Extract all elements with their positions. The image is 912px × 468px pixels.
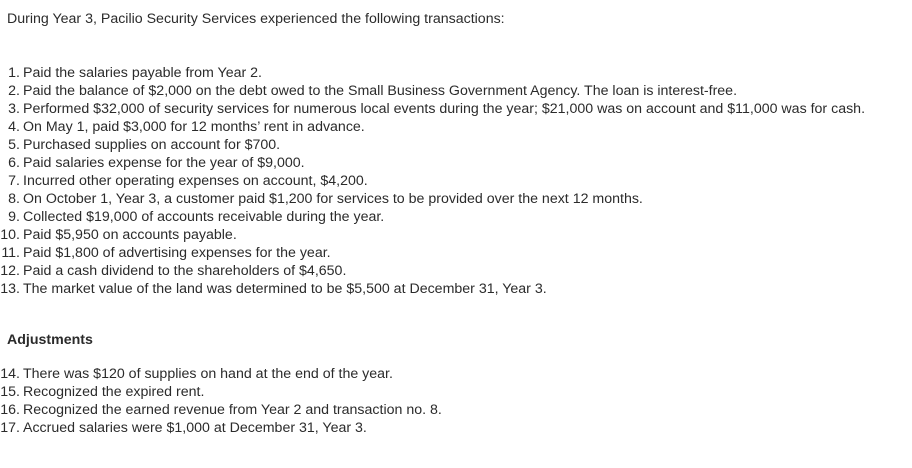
item-number: 5. <box>8 137 20 153</box>
item-text: On May 1, paid $3,000 for 12 months’ rent in advance. <box>23 119 365 135</box>
item-text: Paid the salaries payable from Year 2. <box>23 65 262 81</box>
item-text: Incurred other operating expenses on account, $4,200. <box>23 173 368 189</box>
item-number: 8. <box>8 191 20 207</box>
transactions-list <box>0 64 912 298</box>
item-text: Paid $1,800 of advertising expenses for the year. <box>23 245 331 261</box>
adjustments-heading: Adjustments <box>7 332 93 348</box>
item-number: 7. <box>8 173 20 189</box>
item-number: 14. <box>0 366 20 382</box>
item-number: 10. <box>0 227 20 243</box>
item-text: Paid a cash dividend to the shareholders of $4,650. <box>23 263 347 279</box>
item-text: Paid the balance of $2,000 on the debt owed to the Small Business Government Agency. The loan is interest-free. <box>23 83 738 99</box>
list-item <box>0 401 912 419</box>
adjustments-list <box>0 365 912 437</box>
item-text: Recognized the expired rent. <box>23 384 205 400</box>
item-text: Purchased supplies on account for $700. <box>23 137 281 153</box>
list-item <box>0 383 912 401</box>
list-item <box>0 365 912 383</box>
list-item <box>0 82 912 100</box>
item-number: 16. <box>0 402 20 418</box>
item-text: There was $120 of supplies on hand at the end of the year. <box>23 366 393 382</box>
list-item <box>0 208 912 226</box>
list-item <box>0 136 912 154</box>
list-item <box>0 154 912 172</box>
item-text: Paid $5,950 on accounts payable. <box>23 227 237 243</box>
list-item <box>0 419 912 437</box>
item-number: 13. <box>0 281 20 297</box>
item-text: Collected $19,000 of accounts receivable during the year. <box>23 209 385 225</box>
item-number: 9. <box>8 209 20 225</box>
list-item <box>0 64 912 82</box>
item-number: 2. <box>8 83 20 99</box>
item-number: 4. <box>8 119 20 135</box>
item-number: 15. <box>0 384 20 400</box>
list-item <box>0 244 912 262</box>
item-text: The market value of the land was determined to be $5,500 at December 31, Year 3. <box>23 281 547 297</box>
item-number: 6. <box>8 155 20 171</box>
list-item <box>0 172 912 190</box>
item-text: Recognized the earned revenue from Year 2 and transaction no. 8. <box>23 402 442 418</box>
item-text: Paid salaries expense for the year of $9,000. <box>23 155 305 171</box>
item-number: 12. <box>0 263 20 279</box>
item-number: 17. <box>0 420 20 436</box>
list-item <box>0 280 912 298</box>
item-text: Performed $32,000 of security services for numerous local events during the year; $21,000 was on account and $11,000 was for cash. <box>23 101 866 117</box>
list-item <box>0 190 912 208</box>
item-number: 1. <box>8 65 20 81</box>
item-text: Accrued salaries were $1,000 at December 31, Year 3. <box>23 420 367 436</box>
intro-text: During Year 3, Pacilio Security Services experienced the following transactions: <box>7 11 505 27</box>
item-number: 3. <box>8 101 20 117</box>
list-item <box>0 100 912 118</box>
list-item <box>0 226 912 244</box>
list-item <box>0 262 912 280</box>
list-item <box>0 118 912 136</box>
item-number: 11. <box>1 245 20 261</box>
item-text: On October 1, Year 3, a customer paid $1,200 for services to be provided over the next 12 months. <box>23 191 643 207</box>
